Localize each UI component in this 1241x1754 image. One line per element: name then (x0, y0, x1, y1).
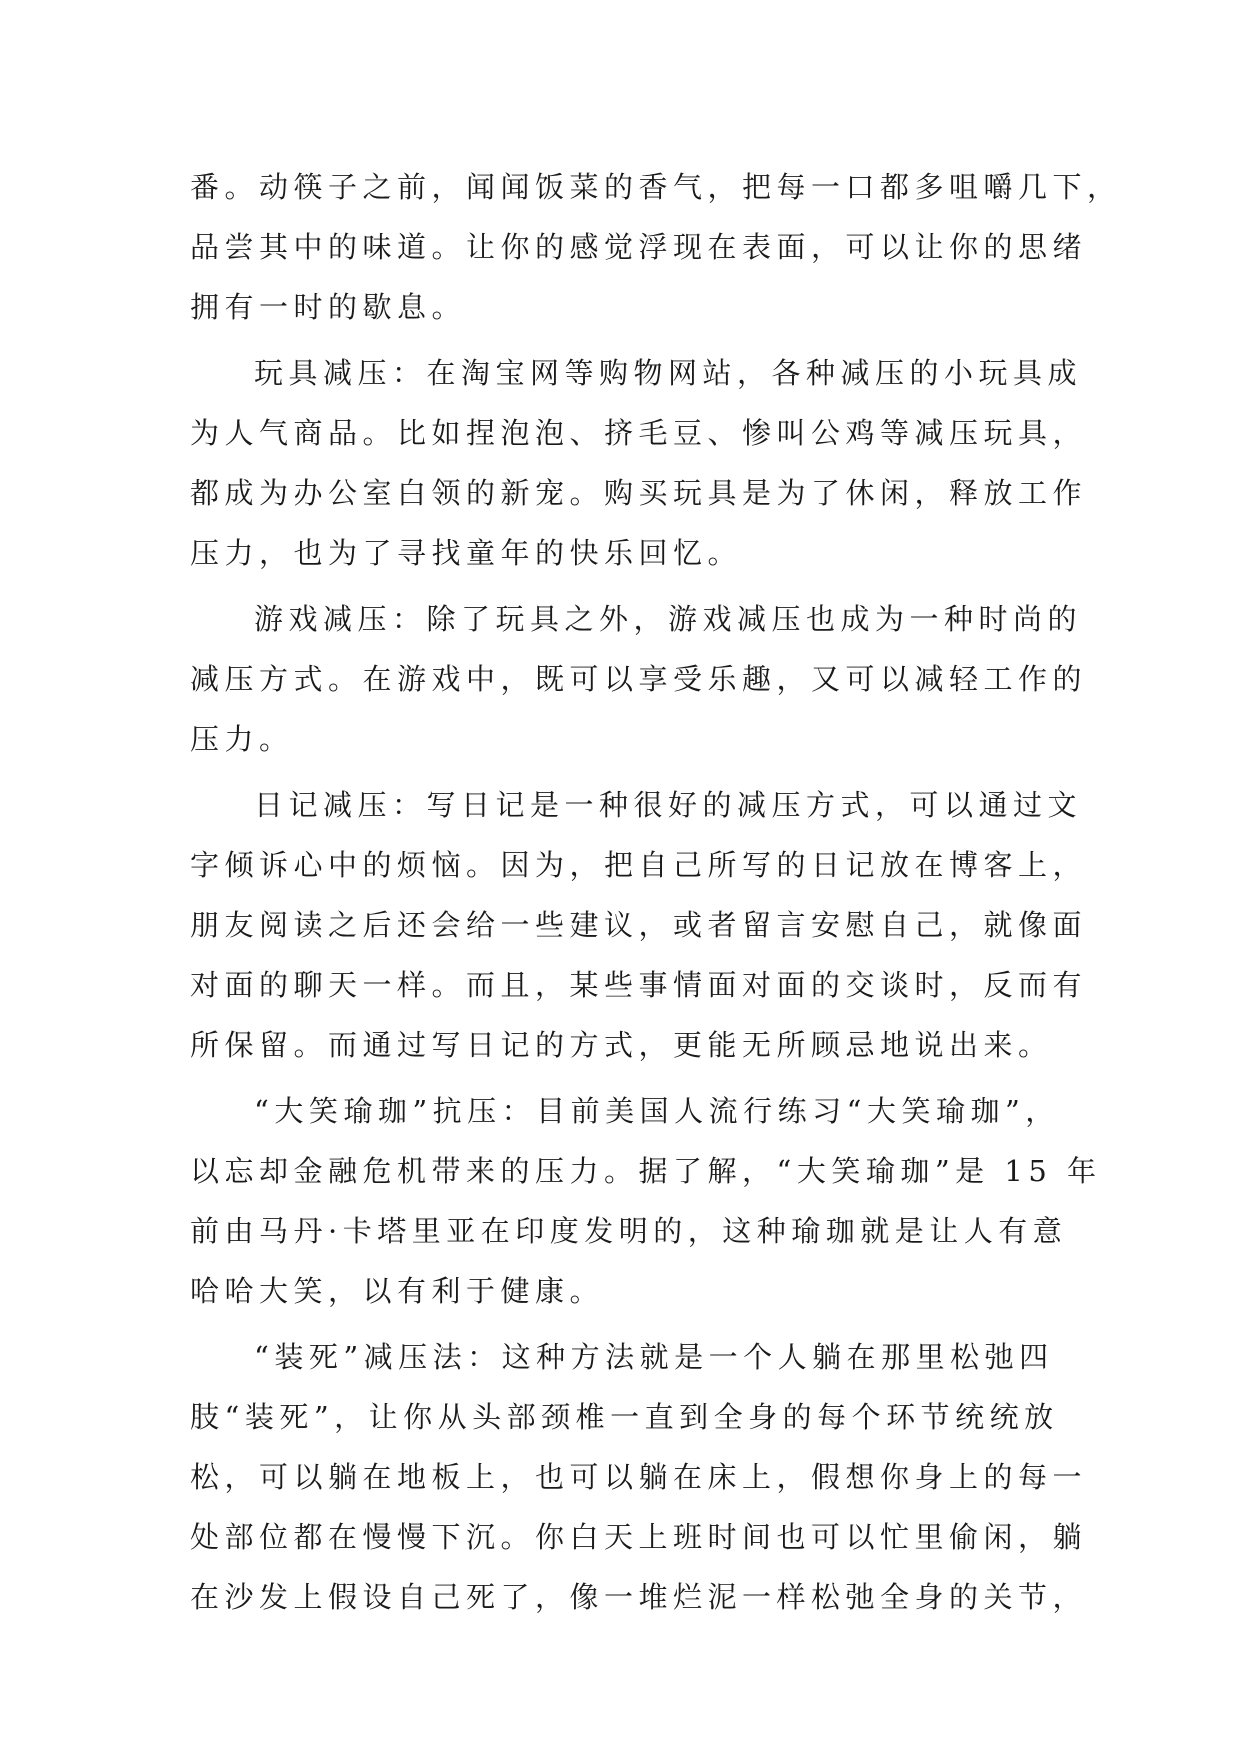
text-line: 字倾诉心中的烦恼。因为，把自己所写的日记放在博客上， (190, 848, 1088, 882)
text-line: 前由马丹·卡塔里亚在印度发明的，这种瑜珈就是让人有意 (190, 1214, 1068, 1248)
text-line: 所保留。而通过写日记的方式，更能无所顾忌地说出来。 (190, 1028, 1053, 1062)
text-line: 日记减压：写日记是一种很好的减压方式，可以通过文 (254, 788, 1083, 822)
text-line: “大笑瑜珈”抗压：目前美国人流行练习“大笑瑜珈”， (254, 1094, 1060, 1128)
text-line: 玩具减压：在淘宝网等购物网站，各种减压的小玩具成 (254, 356, 1083, 390)
text-line: 在沙发上假设自己死了，像一堆烂泥一样松弛全身的关节， (190, 1580, 1088, 1614)
text-line: 朋友阅读之后还会给一些建议，或者留言安慰自己，就像面 (190, 908, 1088, 942)
text-line: 游戏减压：除了玩具之外，游戏减压也成为一种时尚的 (254, 602, 1083, 636)
text-line: 品尝其中的味道。让你的感觉浮现在表面，可以让你的思绪 (190, 230, 1088, 264)
text-line: 肢“装死”，让你从头部颈椎一直到全身的每个环节统统放 (190, 1400, 1059, 1434)
text-line: 减压方式。在游戏中，既可以享受乐趣，又可以减轻工作的 (190, 662, 1088, 696)
text-line: 番。动筷子之前，闻闻饭菜的香气，把每一口都多咀嚼几下， (190, 170, 1122, 204)
text-line: 哈哈大笑，以有利于健康。 (190, 1274, 605, 1308)
text-line: 都成为办公室白领的新宠。购买玩具是为了休闲，释放工作 (190, 476, 1088, 510)
text-line: 以忘却金融危机带来的压力。据了解，“大笑瑜珈”是 15 年 (190, 1154, 1102, 1188)
text-line: 压力。 (190, 722, 294, 756)
text-line: 拥有一时的歇息。 (190, 290, 467, 324)
text-line: “装死”减压法：这种方法就是一个人躺在那里松弛四 (254, 1340, 1054, 1374)
text-line: 为人气商品。比如捏泡泡、挤毛豆、惨叫公鸡等减压玩具， (190, 416, 1088, 450)
text-line: 对面的聊天一样。而且，某些事情面对面的交谈时，反而有 (190, 968, 1088, 1002)
body-text (190, 157, 1122, 1627)
text-line: 处部位都在慢慢下沉。你白天上班时间也可以忙里偷闲，躺 (190, 1520, 1088, 1554)
text-line: 压力，也为了寻找童年的快乐回忆。 (190, 536, 743, 570)
text-line: 松，可以躺在地板上，也可以躺在床上，假想你身上的每一 (190, 1460, 1088, 1494)
